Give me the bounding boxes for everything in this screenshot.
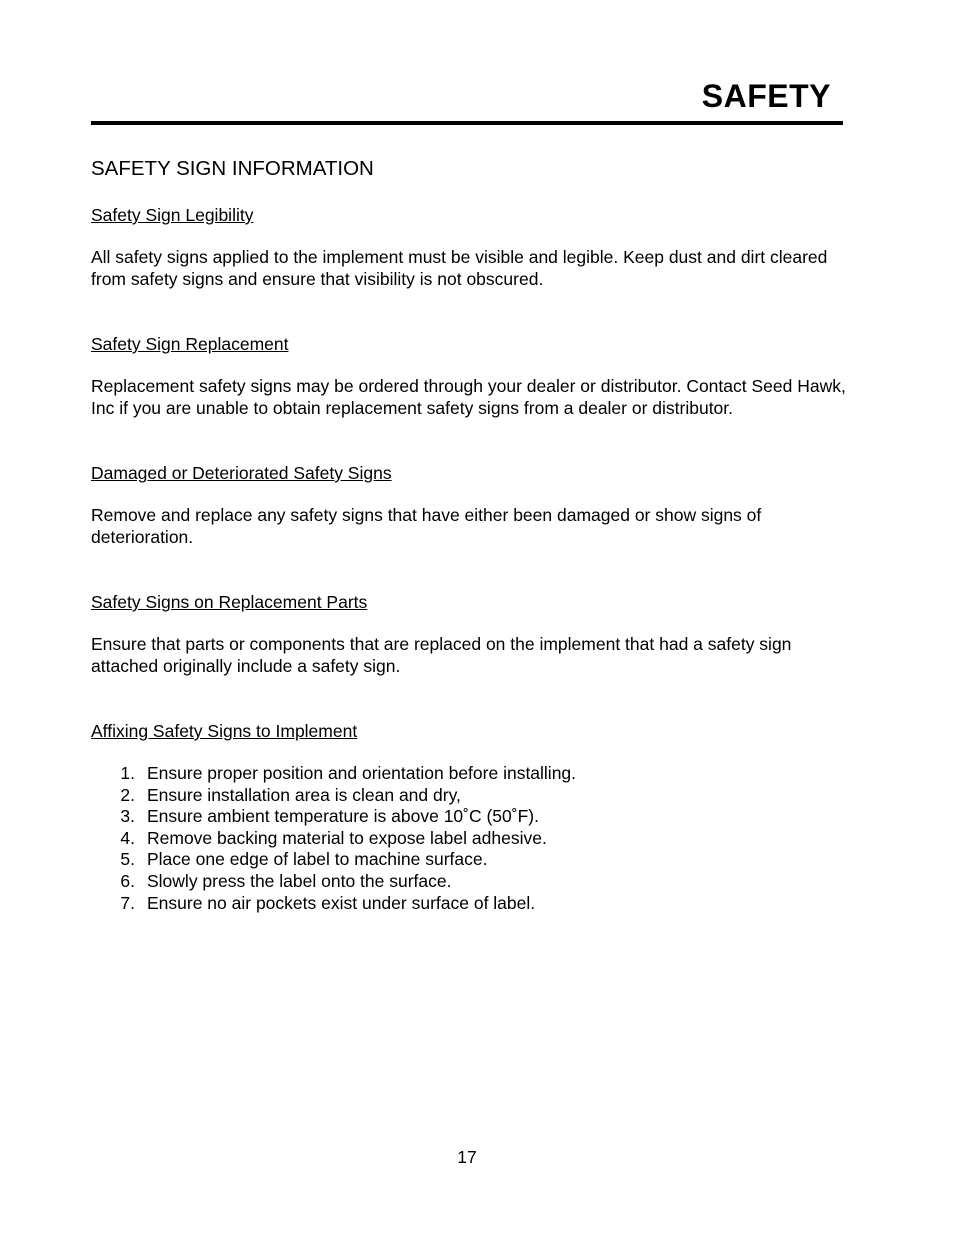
paragraph-replacement: Replacement safety signs may be ordered through your dealer or distributor. Contact Seed Hawk, Inc if you are unable to obtain replacement safety signs from a dealer or distributor. [91,376,846,418]
block-replacement [91,333,851,419]
step-number: 2. [120,784,135,805]
step-text: Slowly press the label onto the surface. [147,870,452,891]
step-number: 3. [120,806,135,827]
list-item [91,806,851,828]
page-number: 17 [457,1147,477,1167]
page-header-title: SAFETY [701,78,831,114]
section-heading: SAFETY SIGN INFORMATION [91,157,374,180]
subheading-replacement: Safety Sign Replacement [91,334,289,354]
block-replacement-parts [91,591,851,677]
header-divider [91,121,843,125]
subheading-replacement-parts: Safety Signs on Replacement Parts [91,592,368,612]
paragraph-legibility: All safety signs applied to the implement must be visible and legible. Keep dust and dirt cleared from safety signs and ensure that visibility is not obscured. [91,247,828,289]
step-number: 5. [120,849,135,870]
list-item [91,828,851,850]
step-number: 1. [120,763,135,783]
step-number: 7. [120,892,135,913]
step-text: Ensure ambient temperature is above 10˚C (50˚F). [147,806,539,827]
list-item [91,785,851,807]
list-item [91,763,851,785]
block-damaged [91,462,851,548]
step-text: Ensure proper position and orientation before installing. [147,763,577,783]
document-content [91,156,851,914]
affixing-steps-list [91,763,851,914]
list-item [91,849,851,871]
step-text: Place one edge of label to machine surface. [147,849,488,870]
step-number: 6. [120,870,135,891]
list-item [91,871,851,893]
step-text: Remove backing material to expose label adhesive. [147,827,547,848]
paragraph-damaged: Remove and replace any safety signs that have either been damaged or show signs of deterioration. [91,505,762,547]
step-number: 4. [120,827,135,848]
paragraph-replacement-parts: Ensure that parts or components that are replaced on the implement that had a safety sign attached originally include a safety sign. [91,634,792,676]
subheading-legibility: Safety Sign Legibility [91,205,254,225]
step-text: Ensure no air pockets exist under surface of label. [147,892,536,913]
block-affixing [91,720,851,914]
block-legibility [91,204,851,290]
step-text: Ensure installation area is clean and dry, [147,784,461,805]
list-item [91,893,851,915]
subheading-damaged: Damaged or Deteriorated Safety Signs [91,463,392,483]
subheading-affixing: Affixing Safety Signs to Implement [91,721,358,741]
